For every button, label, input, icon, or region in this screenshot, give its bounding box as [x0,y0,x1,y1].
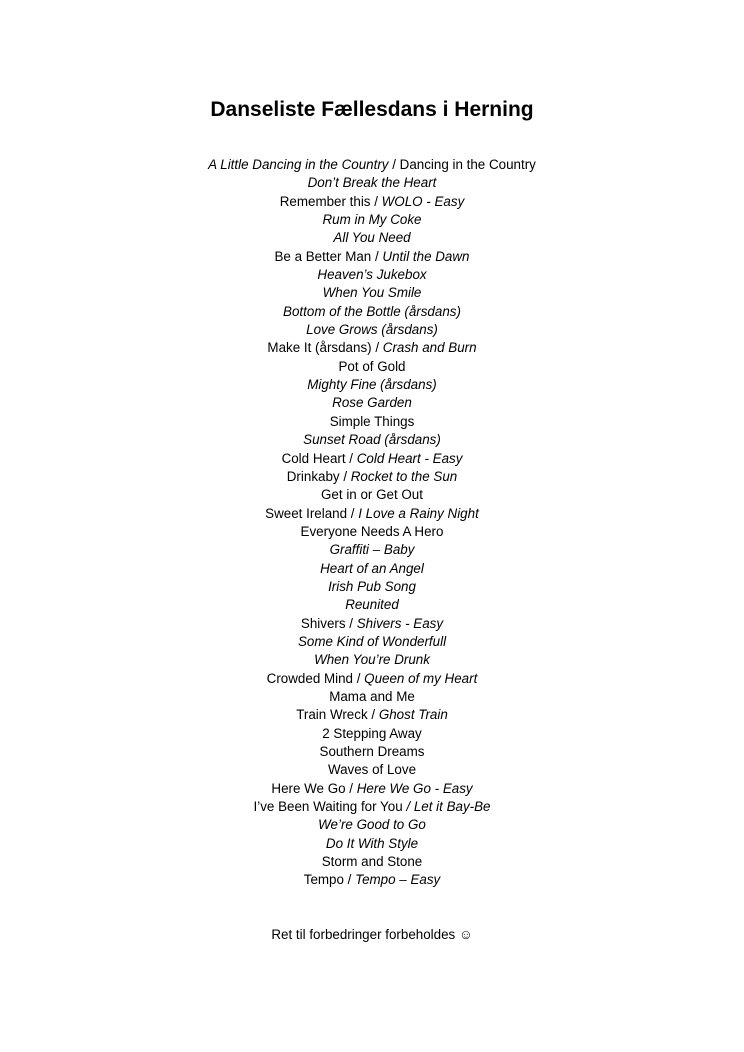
dance-title: Everyone Needs A Hero [300,523,444,539]
dance-list-item [0,816,744,834]
dance-title-italic: / Let it Bay-Be [406,799,491,815]
dance-title-italic: Tempo – Easy [355,872,441,888]
dance-list-item [0,633,744,651]
dance-title-italic: Heaven’s Jukebox [317,267,427,283]
dance-title-italic: I Love a Rainy Night [358,505,479,521]
dance-list-item [0,156,744,174]
dance-title: Make It (årsdans) / [267,340,383,356]
dance-title-italic: Sunset Road (årsdans) [303,432,441,448]
dance-list-item [0,780,744,798]
dance-title: / Dancing in the Country [388,157,536,172]
dance-list-item [0,578,744,596]
dance-title-italic: Crash and Burn [382,340,477,356]
dance-list-item [0,615,744,633]
dance-list-item [0,431,744,449]
dance-title-italic: Reunited [345,597,399,613]
dance-title: I’ve Been Waiting for You [253,799,407,815]
dance-list-item [0,725,744,743]
dance-title: Tempo / [303,872,356,888]
dance-title: Cold Heart / [281,450,357,466]
dance-title: Storm and Stone [321,854,423,870]
dance-title-italic: Do It With Style [325,835,419,851]
dance-title: Simple Things [329,413,415,429]
dance-title: Shivers / [300,615,357,631]
dance-list-item [0,596,744,614]
dance-title-italic: Heart of an Angel [320,560,424,576]
dance-title-italic: A Little Dancing in the Country [208,157,389,172]
dance-title-italic: Graffiti – Baby [329,542,415,558]
dance-list-item [0,853,744,871]
dance-title: Get in or Get Out [321,487,423,503]
dance-title-italic: Here We Go - Easy [356,780,473,796]
dance-list-item [0,321,744,339]
dance-title: Crowded Mind / [266,670,365,686]
dance-list-item [0,560,744,578]
dance-list-item [0,174,744,192]
dance-list-item [0,523,744,541]
dance-list-item [0,450,744,468]
dance-list-item [0,670,744,688]
dance-list-item [0,413,744,431]
dance-title-italic: Bottom of the Bottle (årsdans) [283,303,461,319]
dance-title-italic: When You Smile [322,285,422,301]
dance-list-item [0,761,744,779]
dance-list-item [0,486,744,504]
dance-title: Be a Better Man / [274,248,383,264]
dance-title-italic: Love Grows (årsdans) [306,322,438,338]
document-title: Danseliste Fællesdans i Herning [210,98,534,121]
dance-title: Sweet Ireland / [265,505,359,521]
dance-title-italic: When You’re Drunk [314,652,430,668]
dance-title-italic: We’re Good to Go [318,817,426,833]
dance-title: Waves of Love [327,762,417,778]
dance-list-item [0,468,744,486]
dance-list-item [0,211,744,229]
dance-list-item [0,266,744,284]
document-footer: Ret til forbedringer forbeholdes ☺ [271,927,473,942]
dance-title: Southern Dreams [319,744,425,759]
dance-title-italic: WOLO - Easy [381,193,465,209]
dance-title-italic: Ghost Train [378,707,448,723]
dance-title-italic: Don’t Break the Heart [307,175,437,191]
dance-list-item [0,358,744,376]
dance-list-item [0,541,744,559]
dance-title-italic: Some Kind of Wonderfull [297,633,447,649]
dance-title: 2 Stepping Away [322,725,422,741]
dance-list-item [0,339,744,357]
dance-title: Drinkaby / [286,468,351,484]
dance-list-item [0,835,744,853]
dance-list-item [0,303,744,321]
dance-title-italic: Cold Heart - Easy [356,450,463,466]
dance-title: Here We Go / [271,780,357,796]
dance-title-italic: Rose Garden [332,395,412,411]
dance-title-italic: Shivers - Easy [356,615,444,631]
dance-title-italic: Mighty Fine (årsdans) [307,377,437,393]
dance-title-italic: Until the Dawn [382,248,470,264]
dance-list-item [0,248,744,266]
dance-list-item [0,193,744,211]
dance-list-item [0,871,744,889]
dance-list-item [0,651,744,669]
dance-title: Mama and Me [329,688,415,704]
dance-title-italic: Queen of my Heart [364,670,478,686]
dance-title-italic: Rocket to the Sun [350,468,458,484]
dance-list-item [0,394,744,412]
dance-title: Pot of Gold [338,358,406,374]
dance-list-item [0,743,744,761]
dance-list-item [0,798,744,816]
dance-list-item [0,284,744,302]
dance-list-item [0,706,744,724]
dance-title-italic: Rum in My Coke [322,212,422,228]
dance-title: Train Wreck / [296,707,379,723]
dance-list-item [0,376,744,394]
dance-title: Remember this / [279,193,382,209]
dance-list [0,156,744,890]
dance-list-item [0,229,744,247]
dance-title-italic: All You Need [333,230,411,246]
dance-title-italic: Irish Pub Song [328,578,416,594]
dance-list-item [0,505,744,523]
dance-list-item [0,688,744,706]
